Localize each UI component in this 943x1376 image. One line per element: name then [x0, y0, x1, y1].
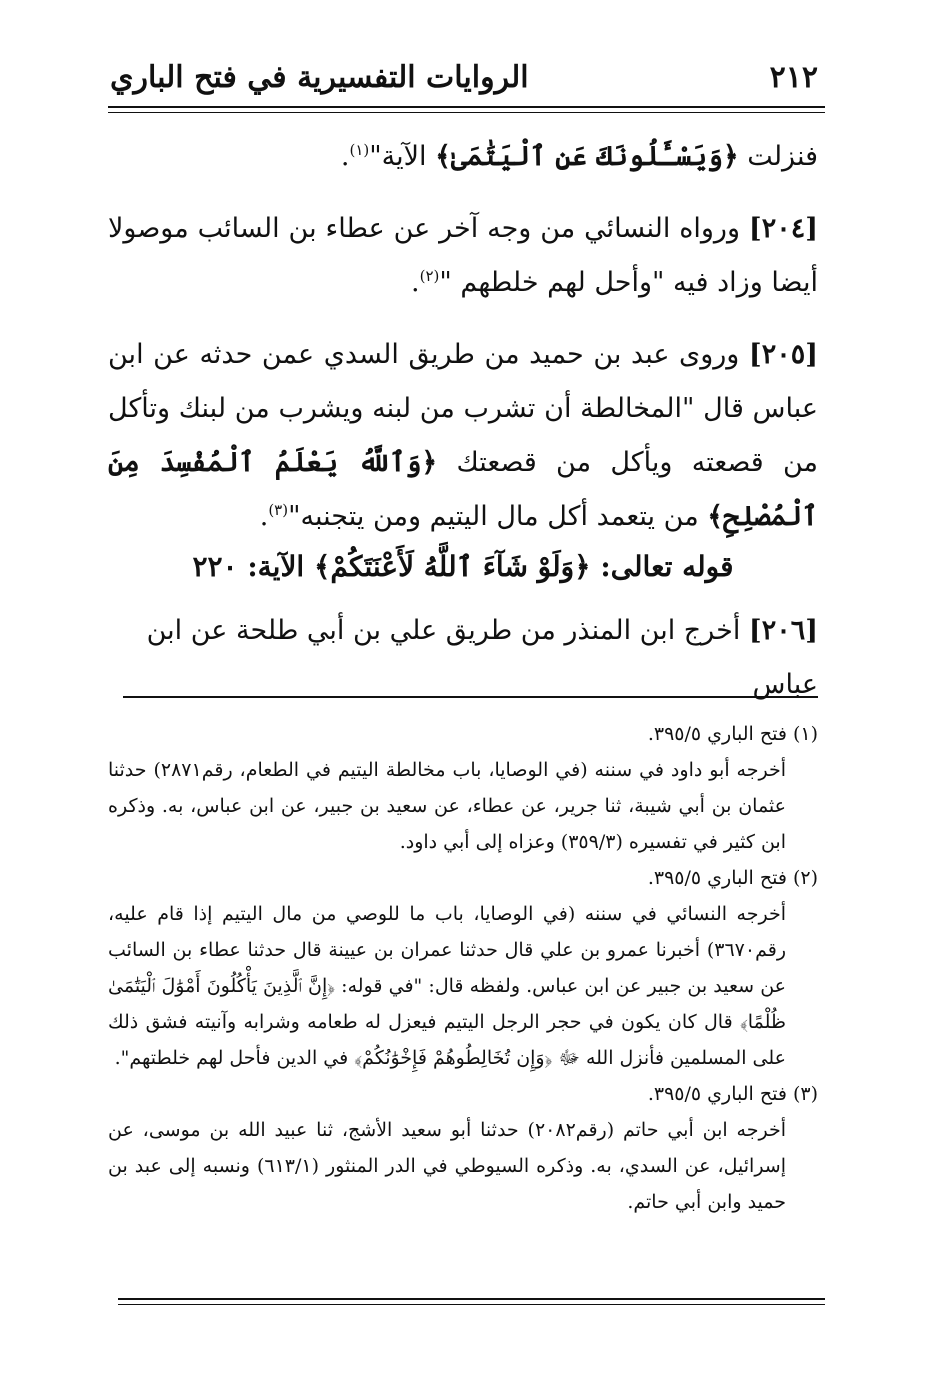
paragraph-text: أخرج ابن المنذر من طريق علي بن أبي طلحة عن ابن عباس: [146, 615, 818, 700]
running-title: الروايات التفسيرية في فتح الباري: [110, 60, 529, 95]
footnote-1-heading: (١) فتح الباري ٣٩٥/٥.: [647, 723, 818, 745]
paragraph-text: الآية": [369, 141, 436, 172]
paragraph-text: ورواه النسائي من وجه آخر عن عطاء بن السائب موصولا أيضا وزاد فيه "وأحل لهم خلطهم ": [108, 213, 818, 298]
bottom-rule: [118, 1298, 825, 1300]
paragraph-end: .: [340, 141, 350, 172]
main-text: [108, 130, 818, 562]
paragraph-text: من يتعمد أكل مال اليتيم ومن يتجنبه": [288, 501, 708, 532]
paragraph-1: [108, 130, 818, 184]
header-rule-thin: [108, 112, 825, 113]
section-heading: [108, 542, 818, 592]
footnote-reference: (١): [349, 141, 370, 159]
footnote-3-body: أخرجه ابن أبي حاتم (رقم٢٠٨٢) حدثنا أبو سعيد الأشج، ثنا عبيد الله بن موسى، عن إسرائيل، عن السدي، به. وذكره السيوطي في الدر المنثور (٦١٣/١) ونسبه إلى عبد بن حميد وابن أبي حاتم.: [108, 1119, 786, 1213]
footnote-reference: (٣): [268, 501, 289, 519]
quran-quote: ﴿وَلَوْ شَآءَ ٱللَّهُ لَأَعْنَتَكُمْ﴾: [313, 550, 591, 583]
paragraph-end: .: [410, 267, 420, 298]
footnote-separator: [123, 696, 818, 698]
quran-quote: ﴿وَيَسْـَٔلُونَكَ عَنِ ٱلْيَتَٰمَىٰ﴾: [435, 141, 739, 172]
paragraph-text: وروى عبد بن حميد من طريق السدي عمن حدثه عن ابن عباس قال "المخالطة أن تشرب من لبنه ويشرب من لبنك وتأكل من قصعته ويأكل من قصعتك: [108, 339, 818, 478]
paragraph-end: .: [259, 501, 269, 532]
narration-number: [٢٠٤]: [748, 213, 818, 244]
bottom-rule-thin: [118, 1304, 825, 1305]
footnote-1-body: أخرجه أبو داود في سننه (في الوصايا، باب مخالطة اليتيم في الطعام، رقم٢٨٧١) حدثنا عثمان بن أبي شيبة، ثنا جرير، عن عطاء، عن سعيد بن جبير، عن ابن عباس، به. وذكره ابن كثير في تفسيره (٣٥٩/٣) وعزاه إلى أبي داود.: [108, 759, 786, 853]
quran-quote: ﴿وَٱللَّهُ يَعْلَمُ ٱلْمُفْسِدَ مِنَ ٱلْمُصْلِحِ﴾: [108, 447, 818, 532]
heading-prefix: قوله تعالى:: [590, 550, 734, 583]
heading-suffix: الآية: ٢٢٠: [192, 550, 314, 583]
footnotes: [108, 716, 818, 1220]
narration-number: [٢٠٦]: [748, 615, 818, 646]
page-number: ٢١٢: [769, 60, 818, 95]
paragraph-204: [108, 202, 818, 310]
footnote-3-heading: (٣) فتح الباري ٣٩٥/٥.: [647, 1083, 818, 1105]
header-rule: [108, 106, 825, 108]
paragraph-205: [108, 328, 818, 544]
footnote-2-body: أخرجه النسائي في سننه (في الوصايا، باب ما للوصي من مال اليتيم إذا قام عليه، رقم٣٦٧٠) أخبرنا عمرو بن علي قال حدثنا عمران بن عيينة قال حدثنا عطاء بن السائب عن سعيد بن جبير عن ابن عباس. ولفظه قال: "في قوله: ﴿إِنَّ ٱلَّذِينَ يَأْكُلُونَ أَمْوَٰلَ ٱلْيَتَٰمَىٰ ظُلْمًا﴾ قال كان يكون في حجر الرجل اليتيم فيعزل له طعامه وشرابه وآنيته فشق ذلك على المسلمين فأنزل الله ﷻ ﴿وَإِن تُخَالِطُوهُمْ فَإِخْوَٰنُكُمْ﴾ في الدين فأحل لهم خلطتهم".: [108, 903, 786, 1069]
footnote-reference: (٢): [419, 267, 440, 285]
paragraph-text: فنزلت: [738, 141, 818, 172]
narration-number: [٢٠٥]: [748, 339, 818, 370]
footnote-2-heading: (٢) فتح الباري ٣٩٥/٥.: [647, 867, 818, 889]
